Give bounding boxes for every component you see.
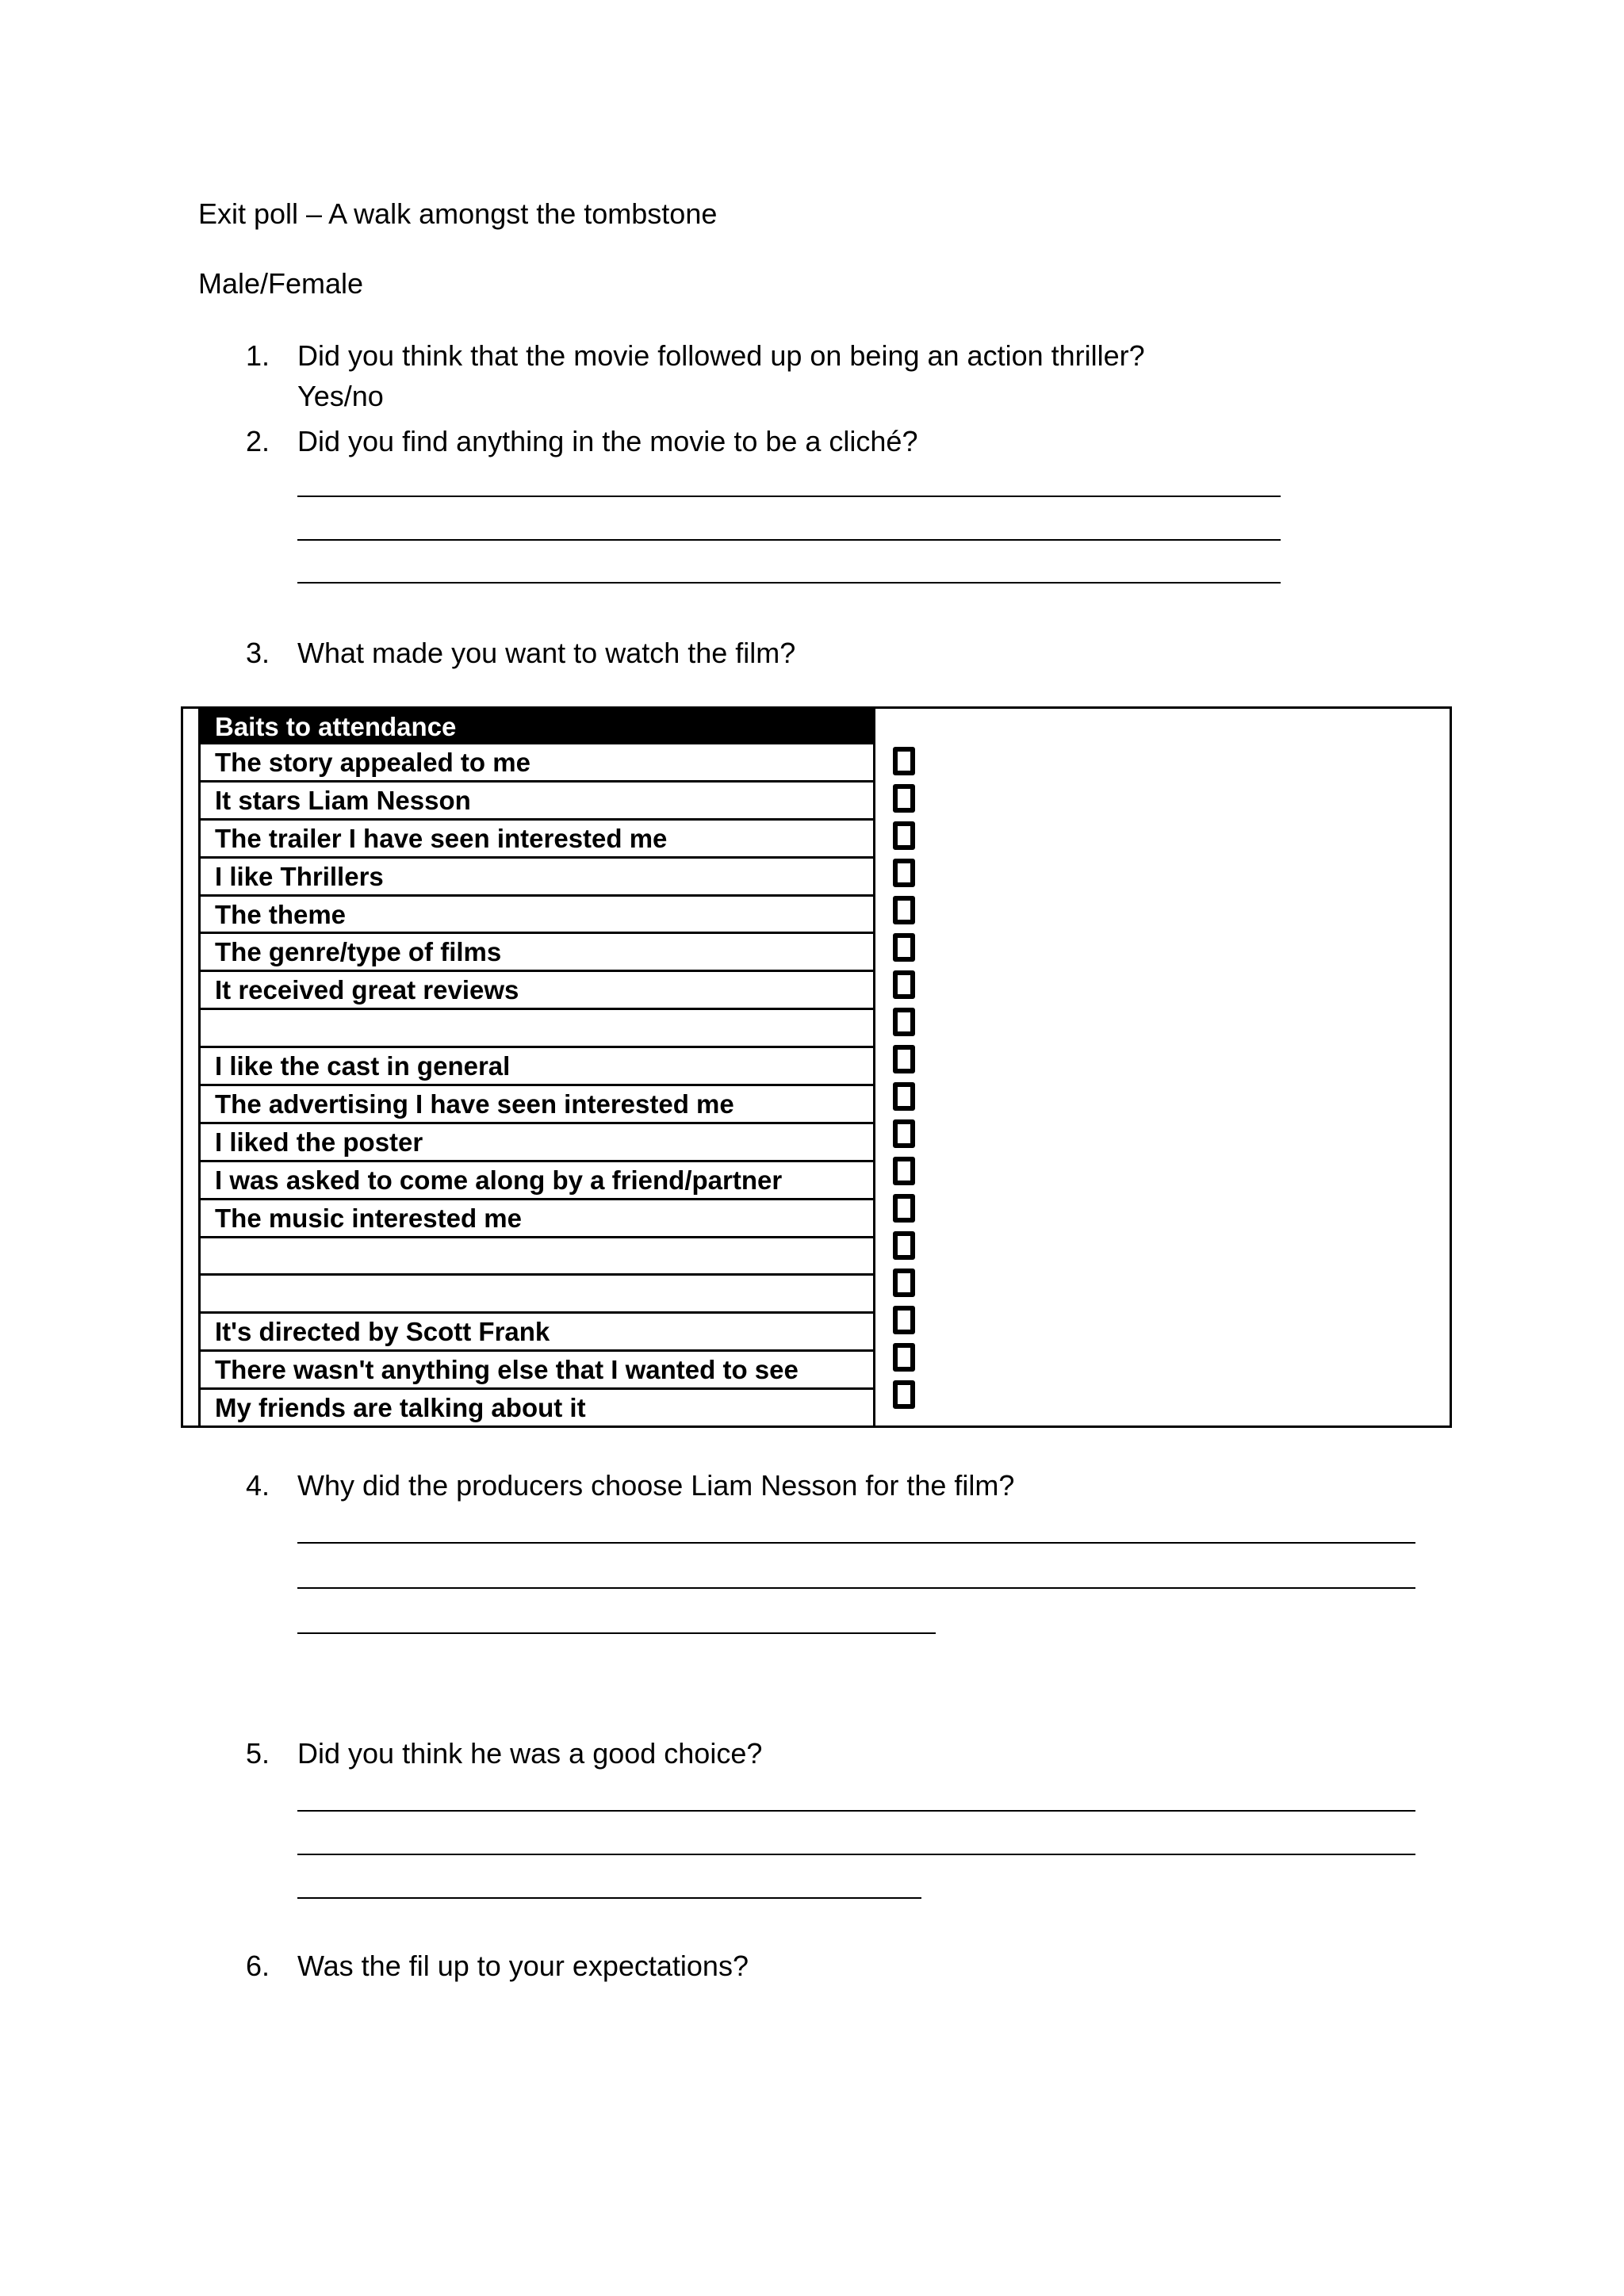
checkbox[interactable] [893, 933, 915, 962]
checkbox[interactable] [893, 747, 915, 775]
bait-row: I liked the poster [201, 1124, 873, 1162]
question-text: Was the fil up to your expectations? [297, 1950, 749, 1982]
question-number: 1. [245, 339, 270, 372]
answer-line[interactable] [297, 1542, 1415, 1544]
checkbox[interactable] [893, 784, 915, 813]
question-number: 3. [245, 637, 270, 669]
question-number: 2. [245, 425, 270, 457]
bait-row: It received great reviews [201, 972, 873, 1010]
answer-line[interactable] [297, 539, 1281, 541]
question-text: Did you think he was a good choice? [297, 1737, 763, 1770]
bait-row: The theme [201, 897, 873, 935]
baits-table [181, 706, 1452, 1428]
answer-line[interactable] [297, 582, 1281, 584]
question-text: Did you think that the movie followed up on being an action thriller? [297, 339, 1145, 372]
baits-header: Baits to attendance [201, 709, 873, 744]
checkbox[interactable] [893, 1008, 915, 1036]
question-text: Why did the producers choose Liam Nesson for the film? [297, 1469, 1015, 1502]
table-divider [873, 709, 875, 1425]
checkbox[interactable] [893, 970, 915, 999]
checkbox[interactable] [893, 1306, 915, 1334]
bait-row-blank [201, 1010, 873, 1048]
bait-row: The genre/type of films [201, 934, 873, 972]
bait-row: The story appealed to me [201, 744, 873, 783]
checkbox[interactable] [893, 896, 915, 924]
checkbox[interactable] [893, 1269, 915, 1297]
checkbox[interactable] [893, 1194, 915, 1223]
bait-row: My friends are talking about it [215, 1393, 586, 1423]
checkbox[interactable] [893, 1045, 915, 1073]
answer-line[interactable] [297, 1810, 1415, 1812]
baits-list [201, 709, 873, 1428]
checkbox[interactable] [893, 821, 915, 850]
answer-line[interactable] [297, 1897, 921, 1899]
bait-row: I was asked to come along by a friend/partner [201, 1162, 873, 1200]
table-left-margin [183, 709, 201, 1425]
bait-row: The music interested me [201, 1200, 873, 1238]
checkbox-column [893, 747, 925, 1418]
checkbox[interactable] [893, 1343, 915, 1372]
answer-line[interactable] [297, 1854, 1415, 1855]
bait-row-blank [201, 1238, 873, 1276]
question-number: 5. [245, 1737, 270, 1770]
checkbox[interactable] [893, 1119, 915, 1148]
bait-row: It stars Liam Nesson [201, 783, 873, 821]
bait-row: The trailer I have seen interested me [201, 821, 873, 859]
bait-row: I like the cast in general [201, 1048, 873, 1086]
checkbox[interactable] [893, 859, 915, 887]
bait-row: The advertising I have seen interested me [201, 1086, 873, 1124]
bait-row: It's directed by Scott Frank [201, 1314, 873, 1352]
bait-row-blank [201, 1276, 873, 1314]
answer-line[interactable] [297, 1632, 936, 1634]
gender-prompt: Male/Female [198, 267, 364, 300]
checkbox[interactable] [893, 1082, 915, 1111]
question-text: Did you find anything in the movie to be a cliché? [297, 425, 918, 457]
yes-no-options: Yes/no [297, 380, 384, 412]
checkbox[interactable] [893, 1157, 915, 1185]
bait-row: There wasn't anything else that I wanted to see [201, 1352, 873, 1390]
checkbox[interactable] [893, 1231, 915, 1260]
bait-row: I like Thrillers [201, 859, 873, 897]
question-number: 4. [245, 1469, 270, 1502]
question-number: 6. [245, 1950, 270, 1982]
poll-title: Exit poll – A walk amongst the tombstone [198, 197, 718, 230]
answer-line[interactable] [297, 1587, 1415, 1589]
checkbox[interactable] [893, 1380, 915, 1409]
question-text: What made you want to watch the film? [297, 637, 796, 669]
answer-line[interactable] [297, 496, 1281, 497]
